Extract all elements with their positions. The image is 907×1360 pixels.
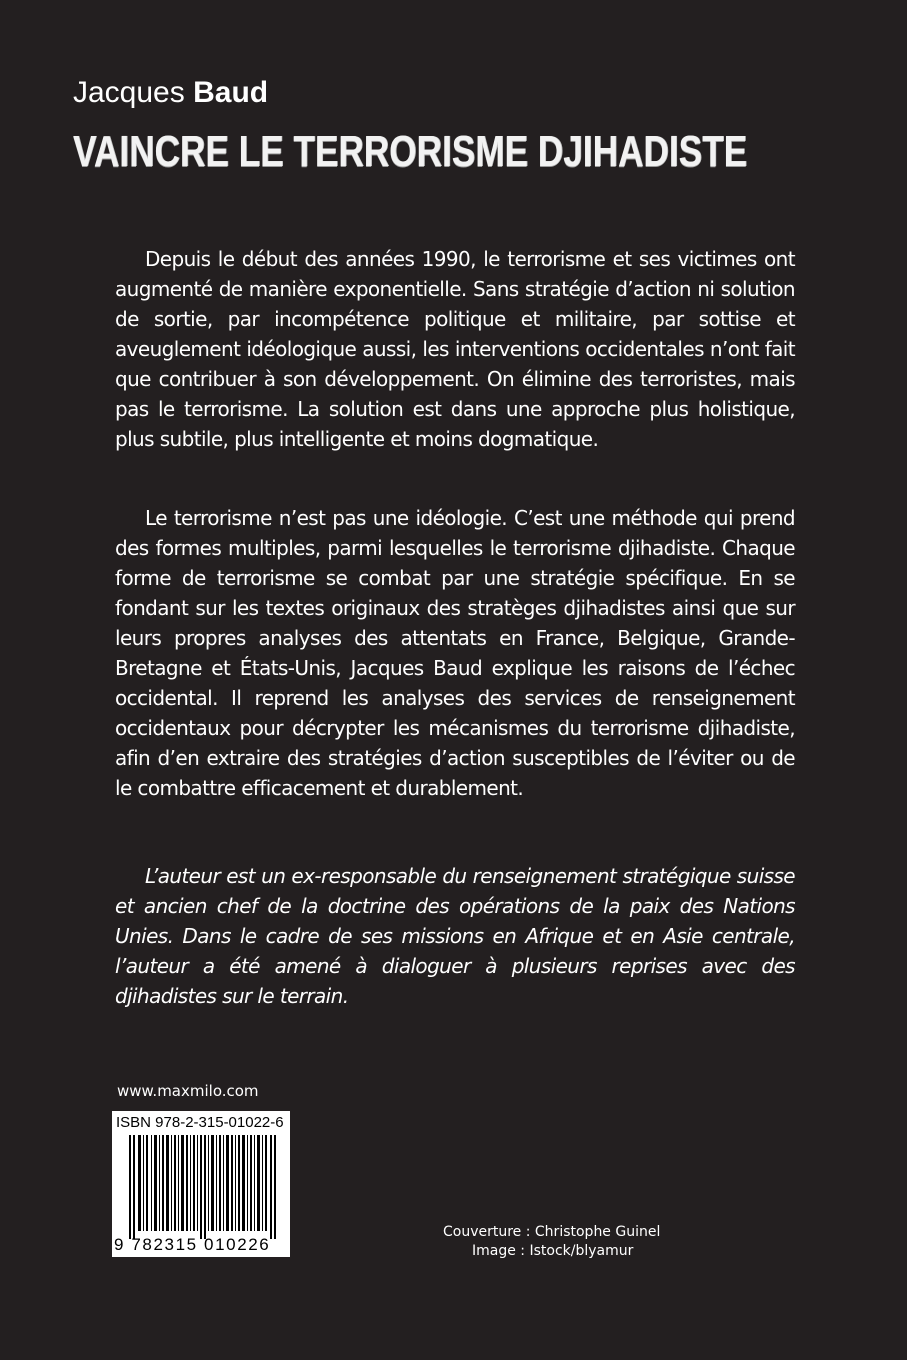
cover-credits xyxy=(443,1223,660,1261)
blurb-paragraph-1-text: Depuis le début des années 1990, le terrorisme et ses victimes ont augmenté de manière exponentielle. Sans stratégie d’action ni solution de sortie, par incompétence politique et militaire, par sottise et aveuglement idéologique aussi, les interventions occidentales n’ont fait que contribuer à son développement. On élimine des terroristes, mais pas le terrorisme. La solution est dans une approche plus holistique, plus subtile, plus intelligente et moins dogmatique. xyxy=(115,247,795,451)
author-last-name: Baud xyxy=(193,76,269,109)
author-bio-text: L’auteur est un ex-responsable du renseignement stratégique suisse et ancien chef de la doctrine des opérations de la paix des Nations Unies. Dans le cadre de ses missions en Afrique et en Asie centrale, l’auteur a été amené à dialoguer à plusieurs reprises avec des djihadistes sur le terrain. xyxy=(115,864,795,1008)
author-name xyxy=(73,76,268,110)
barcode-digits: 9 782315 010226 xyxy=(114,1235,271,1254)
book-title: VAINCRE LE TERRORISME DJIHADISTE xyxy=(73,127,748,176)
blurb-paragraph-2 xyxy=(115,503,795,803)
isbn-barcode xyxy=(112,1111,290,1257)
isbn-label: ISBN 978-2-315-01022-6 xyxy=(116,1114,284,1131)
blurb-paragraph-2-text: Le terrorisme n’est pas une idéologie. C’est une méthode qui prend des formes multiples, parmi lesquelles le terrorisme djihadiste. Chaque forme de terrorisme se combat par une stratégie spécifique. En se fondant sur les textes originaux des stratèges djihadistes ainsi que sur leurs propres analyses des attentats en France, Belgique, Grande-Bretagne et États-Unis, Jacques Baud explique les raisons de l’échec occidental. Il reprend les analyses des services de renseignement occidentaux pour décrypter les mécanismes du terrorisme djihadiste, afin d’en extraire des stratégies d’action susceptibles de l’éviter ou de le combattre efficacement et durablement. xyxy=(115,506,795,800)
author-first-name: Jacques xyxy=(73,76,185,109)
author-bio xyxy=(115,861,795,1011)
image-credit: Image : Istock/blyamur xyxy=(472,1243,634,1259)
cover-credit: Couverture : Christophe Guinel xyxy=(443,1224,661,1240)
blurb-paragraph-1 xyxy=(115,244,795,454)
publisher-website: www.maxmilo.com xyxy=(117,1082,259,1100)
